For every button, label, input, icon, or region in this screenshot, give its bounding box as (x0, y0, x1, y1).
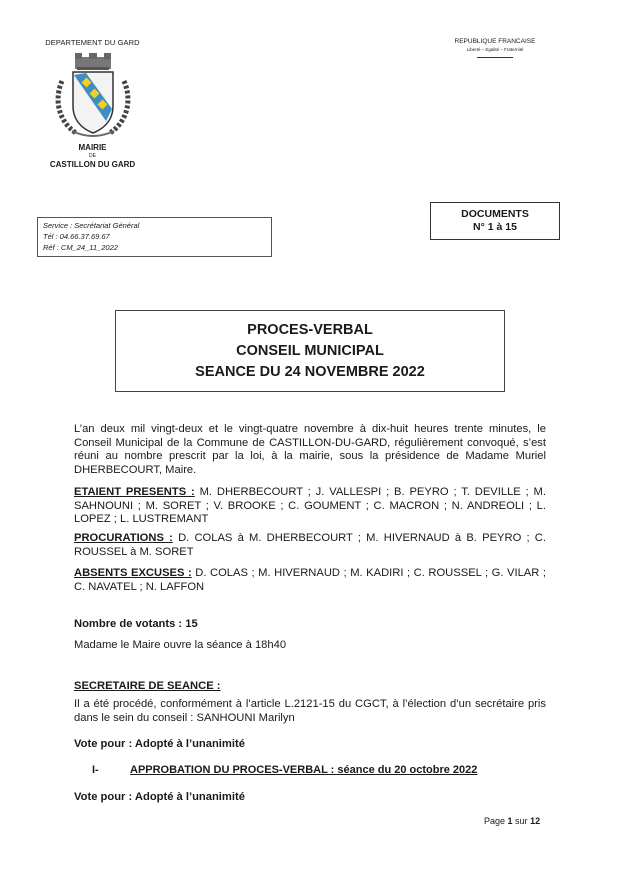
documents-label: DOCUMENTS (461, 208, 529, 220)
republic-motto: Liberté – Egalité – Fraternité (466, 47, 524, 52)
title-box (115, 310, 505, 392)
title-line-1: PROCES-VERBAL (247, 322, 373, 338)
de-label: DE (89, 153, 96, 159)
absents-paragraph (74, 567, 546, 594)
procurations-list: D. COLAS à M. DHERBECOURT ; M. HIVERNAUD à B. PEYRO ; C. ROUSSEL à M. SORET (74, 532, 546, 558)
page-number (484, 816, 540, 826)
secretaire-heading: SECRETAIRE DE SEANCE : (74, 680, 221, 692)
secretaire-text: Il a été procédé, conformément à l’article L.2121-15 du CGCT, à l’élection d’un secrétaire pris dans le sein du conseil : SANHOUNI Marilyn (74, 698, 546, 724)
intro-paragraph: L’an deux mil vingt-deux et le vingt-quatre novembre à dix-huit heures trente minutes, le Conseil Municipal de la Commune de CASTILLON-DU-GARD, régulièrement convoqué, s’est réuni au nombre prescrit par la loi, à la mairie, sous la présidence de Madame Muriel DHERBECOURT, Maire. (74, 423, 546, 476)
documents-box (430, 202, 560, 240)
absents-label: ABSENTS EXCUSES : (74, 567, 192, 579)
page-prefix: Page (484, 816, 508, 826)
presents-list: M. DHERBECOURT ; J. VALLESPI ; B. PEYRO ; T. DEVILLE ; M. SAHNOUNI ; M. SORET ; V. BROOKE ; C. GOUMENT ; C. MACRON ; N. ANDREOLI ; L. LOPEZ ; L. LUSTREMANT (74, 486, 546, 526)
commune-name: CASTILLON DU GARD (49, 160, 136, 169)
service-box (37, 217, 272, 257)
vote-result-2: Vote pour : Adopté à l’unanimité (74, 791, 245, 803)
procurations-label: PROCURATIONS : (74, 532, 173, 544)
presents-paragraph (74, 486, 546, 527)
page-total: 12 (530, 816, 541, 826)
service-line: Service : Secrétariat Général (43, 221, 140, 230)
page-middle: sur (512, 816, 531, 826)
republic-label: REPUBLIQUE FRANCAISE (454, 38, 536, 45)
section-1-title: APPROBATION DU PROCES-VERBAL : séance du 20 octobre 2022 (130, 764, 478, 776)
tel-line: Tél : 04.66.37.69.67 (43, 232, 110, 241)
section-1-number: I- (92, 764, 99, 776)
title-line-3: SEANCE DU 24 NOVEMBRE 2022 (195, 364, 425, 380)
ref-line: Réf : CM_24_11_2022 (43, 243, 118, 252)
documents-range: N° 1 à 15 (473, 221, 517, 233)
department-label: DEPARTEMENT DU GARD (45, 38, 140, 47)
page-current: 1 (507, 816, 513, 826)
votants-count: Nombre de votants : 15 (74, 618, 198, 630)
mairie-label: MAIRIE (78, 143, 107, 152)
coat-of-arms-icon (48, 51, 138, 139)
opening-line: Madame le Maire ouvre la séance à 18h40 (74, 639, 287, 651)
procurations-paragraph (74, 532, 546, 559)
title-line-2: CONSEIL MUNICIPAL (236, 343, 384, 359)
left-header (30, 38, 155, 169)
presents-label: ETAIENT PRESENTS : (74, 486, 195, 498)
absents-list: D. COLAS ; M. HIVERNAUD ; M. KADIRI ; C. ROUSSEL ; G. VILAR ; C. NAVATEL ; N. LAFFON (74, 567, 546, 593)
header-divider (477, 57, 513, 58)
right-header (430, 38, 560, 58)
vote-result-1: Vote pour : Adopté à l’unanimité (74, 738, 245, 750)
section-1-heading (92, 764, 552, 776)
